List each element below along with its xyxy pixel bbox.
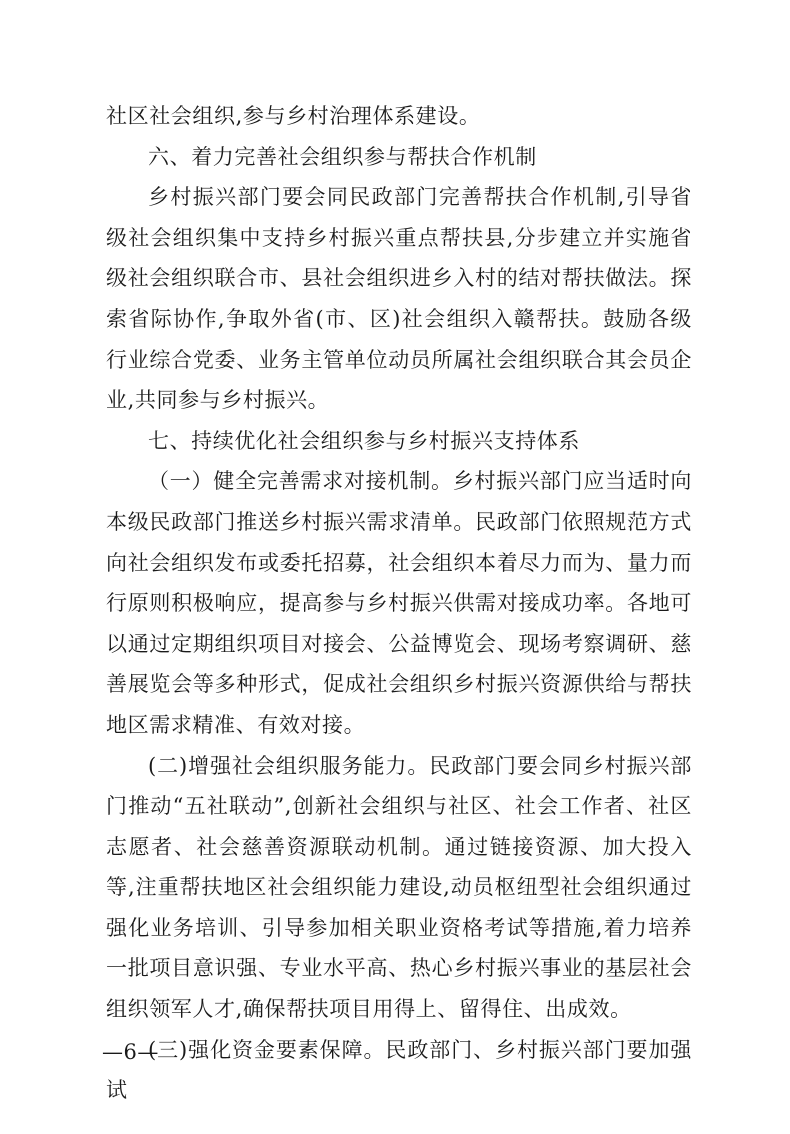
- paragraph-cooperation-mechanism: 乡村振兴部门要会同民政部门完善帮扶合作机制,引导省级社会组织集中支持乡村振兴重点帮扶县,分步建立并实施省级社会组织联合市、县社会组织进乡入村的结对帮扶做法。探索省际协作,争取外省(市、区)社会组织入赣帮扶。鼓励各级行业综合党委、业务主管单位动员所属社会组织联合其会员企业,共同参与乡村振兴。: [106, 185, 692, 413]
- paragraph-demand-docking: （一）健全完善需求对接机制。乡村振兴部门应当适时向本级民政部门推送乡村振兴需求清单。民政部门依照规范方式向社会组织发布或委托招募，社会组织本着尽力而为、量力而行原则积极响应，提高参与乡村振兴供需对接成功率。各地可以通过定期组织项目对接会、公益博览会、现场考察调研、慈善展览会等多种形式，促成社会组织乡村振兴资源供给与帮扶地区需求精准、有效对接。: [106, 469, 692, 737]
- section-heading-6: 六、着力完善社会组织参与帮扶合作机制: [148, 144, 537, 169]
- paragraph-funding-guarantee: (三)强化资金要素保障。民政部门、乡村振兴部门要加强试: [106, 1037, 692, 1103]
- document-body: [106, 96, 692, 1111]
- paragraph-continuation: 社区社会组织,参与乡村治理体系建设。: [106, 104, 481, 128]
- section-heading-7: 七、持续优化社会组织参与乡村振兴支持体系: [148, 428, 580, 453]
- paragraph-service-capacity: (二)增强社会组织服务能力。民政部门要会同乡村振兴部门推动“五社联动”,创新社会组织与社区、社会工作者、社区志愿者、社会慈善资源联动机制。通过链接资源、加大投入等,注重帮扶地区社会组织能力建设,动员枢纽型社会组织通过强化业务培训、引导参加相关职业资格考试等措施,着力培养一批项目意识强、专业水平高、热心乡村振兴事业的基层社会组织领军人才,确保帮扶项目用得上、留得住、出成效。: [106, 753, 692, 1022]
- page-number: —6—: [102, 1040, 159, 1064]
